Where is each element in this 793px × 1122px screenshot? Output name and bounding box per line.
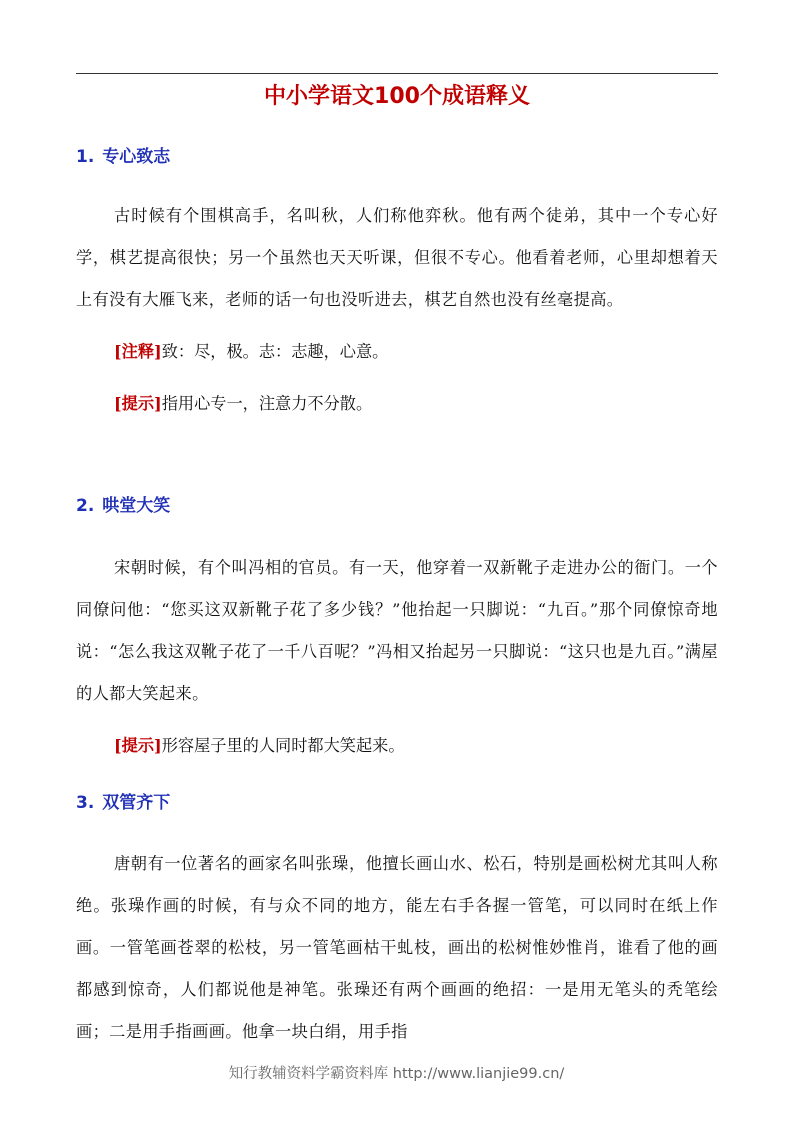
hint-text: 形容屋子里的人同时都大笑起来。	[161, 736, 405, 755]
section-heading	[76, 145, 718, 169]
hint-tag: [提示]	[114, 736, 162, 755]
story-paragraph: 唐朝有一位著名的画家名叫张璪，他擅长画山水、松石，特别是画松树尤其叫人称绝。张璪作画的时候，有与众不同的地方，能左右手各握一管笔，可以同时在纸上作画。一管笔画苍翠的松枝，另一管笔画枯干虬枝，画出的松树惟妙惟肖，谁看了他的画都感到惊奇，人们都说他是神笔。张璪还有两个画画的绝招：一是用无笔头的秃笔绘画；二是用手指画画。他拿一块白绢，用手指	[76, 854, 718, 1041]
section-number: 3.	[76, 793, 95, 813]
hint-tag: [提示]	[114, 394, 162, 413]
hint-text: 指用心专一，注意力不分散。	[161, 394, 373, 413]
page-footer: 知行教辅资料学霸资料库 http://www.lianjie99.cn/	[228, 1066, 565, 1082]
section-title: 双管齐下	[102, 793, 171, 813]
note-line	[76, 331, 718, 373]
story-paragraph: 宋朝时候，有个叫冯相的官员。有一天，他穿着一双新靴子走进办公的衙门。一个同僚问他：“您买这双新靴子花了多少钱？”他抬起一只脚说：“九百。”那个同僚惊奇地说：“怎么我这双靴子花了一千八百呢？”冯相又抬起另一只脚说：“这只也是九百。”满屋的人都大笑起来。	[76, 558, 718, 703]
section-heading	[76, 494, 718, 518]
story-paragraph: 古时候有个围棋高手，名叫秋，人们称他弈秋。他有两个徒弟，其中一个专心好学，棋艺提高很快；另一个虽然也天天听课，但很不专心。他看着老师，心里却想着天上有没有大雁飞来，老师的话一句也没听进去，棋艺自然也没有丝毫提高。	[76, 206, 718, 309]
page-title: 中小学语文100个成语释义	[264, 84, 530, 109]
idiom-section-3	[76, 791, 718, 1053]
hint-line	[76, 725, 718, 767]
header-rule	[76, 73, 718, 74]
hint-line	[76, 383, 718, 425]
idiom-section-1	[76, 145, 718, 425]
section-number: 1.	[76, 147, 95, 167]
note-text: 致：尽，极。志：志趣，心意。	[161, 342, 389, 361]
idiom-section-2	[76, 494, 718, 767]
section-heading	[76, 791, 718, 815]
note-tag: [注释]	[114, 342, 162, 361]
section-title: 专心致志	[102, 147, 171, 167]
section-title: 哄堂大笑	[102, 496, 171, 516]
section-number: 2.	[76, 496, 95, 516]
